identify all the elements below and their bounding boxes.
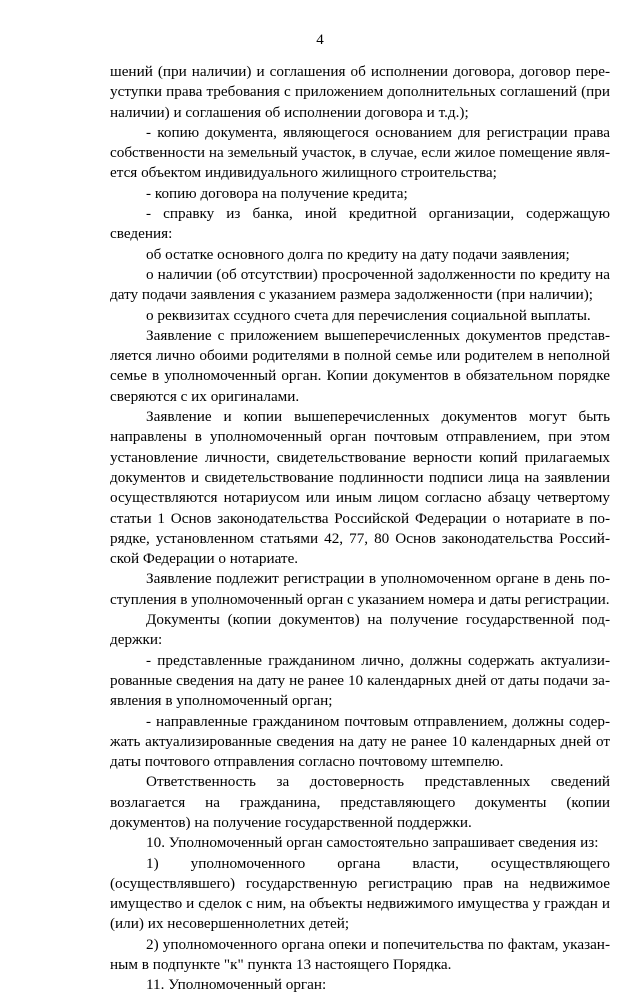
document-body — [110, 62, 610, 996]
paragraph: 1) уполномоченного органа власти, осуществляющего (осуществлявшего) государственную регистрацию прав на недвижимое имущество и сделок с ним, на объекты недвижимого имущества у граждан и (или) их несовершеннолетних детей; — [110, 854, 610, 933]
paragraph: - копию документа, являющегося основанием для регистрации права собственности на земельный участок, в случае, если жилое помещение является объектом индивидуального жилищного строительства; — [110, 123, 610, 182]
page-number: 4 — [316, 32, 324, 48]
paragraph: Заявление с приложением вышеперечисленных документов представляется лично обоими родителями в полной семье или родителем в неполной семье в уполномоченный орган. Копии документов в обязательном порядке сверяются с их оригиналами. — [110, 326, 610, 405]
paragraph: - направленные гражданином почтовым отправлением, должны содержать актуализированные сведения на дату не ранее 10 календарных дней от даты почтового отправления согласно почтовому штемпелю. — [110, 712, 610, 771]
paragraph: Заявление и копии вышеперечисленных документов могут быть направлены в уполномоченный орган почтовым отправлением, при этом установление личности, свидетельствование верности копий прилагаемых документов и свидетельствование подлинности подписи лица на заявлении осуществляются нотариусом или иным лицом согласно абзацу четвертому статьи 1 Основ законодательства Российской Федерации о нотариате в порядке, установленном статьями 42, 77, 80 Основ законодательства Российской Федерации о нотариате. — [110, 408, 610, 568]
paragraph: - справку из банка, иной кредитной организации, содержащую сведения: — [110, 205, 610, 243]
paragraph: - представленные гражданином лично, должны содержать актуализированные сведения на дату не ранее 10 календарных дней от даты подачи заявления в уполномоченный орган; — [110, 651, 610, 710]
paragraph: о реквизитах ссудного счета для перечисления социальной выплаты. — [146, 306, 591, 324]
paragraph: шений (при наличии) и соглашения об исполнении договора, договор переуступки права требования с приложением дополнительных соглашений (при наличии) и соглашения об исполнении договора и т.д.); — [110, 63, 610, 121]
paragraph: Заявление подлежит регистрации в уполномоченном органе в день поступления в уполномоченный орган с указанием номера и даты регистрации. — [110, 570, 610, 608]
paragraph: - копию договора на получение кредита; — [146, 184, 408, 202]
paragraph: Ответственность за достоверность представленных сведений возлагается на гражданина, представляющего документы (копии документов) на получение государственной поддержки. — [110, 773, 610, 831]
paragraph: об остатке основного долга по кредиту на дату подачи заявления; — [146, 245, 570, 263]
paragraph: 2) уполномоченного органа опеки и попечительства по фактам, указанным в подпункте "к" пункта 13 настоящего Порядка. — [110, 935, 610, 974]
paragraph: 10. Уполномоченный орган самостоятельно запрашивает сведения из: — [146, 834, 599, 852]
paragraph: 11. Уполномоченный орган: — [146, 976, 327, 994]
paragraph: о наличии (об отсутствии) просроченной задолженности по кредиту на дату подачи заявления с указанием размера задолженности (при наличии); — [110, 265, 610, 304]
paragraph: Документы (копии документов) на получение государственной поддержки: — [110, 611, 610, 649]
